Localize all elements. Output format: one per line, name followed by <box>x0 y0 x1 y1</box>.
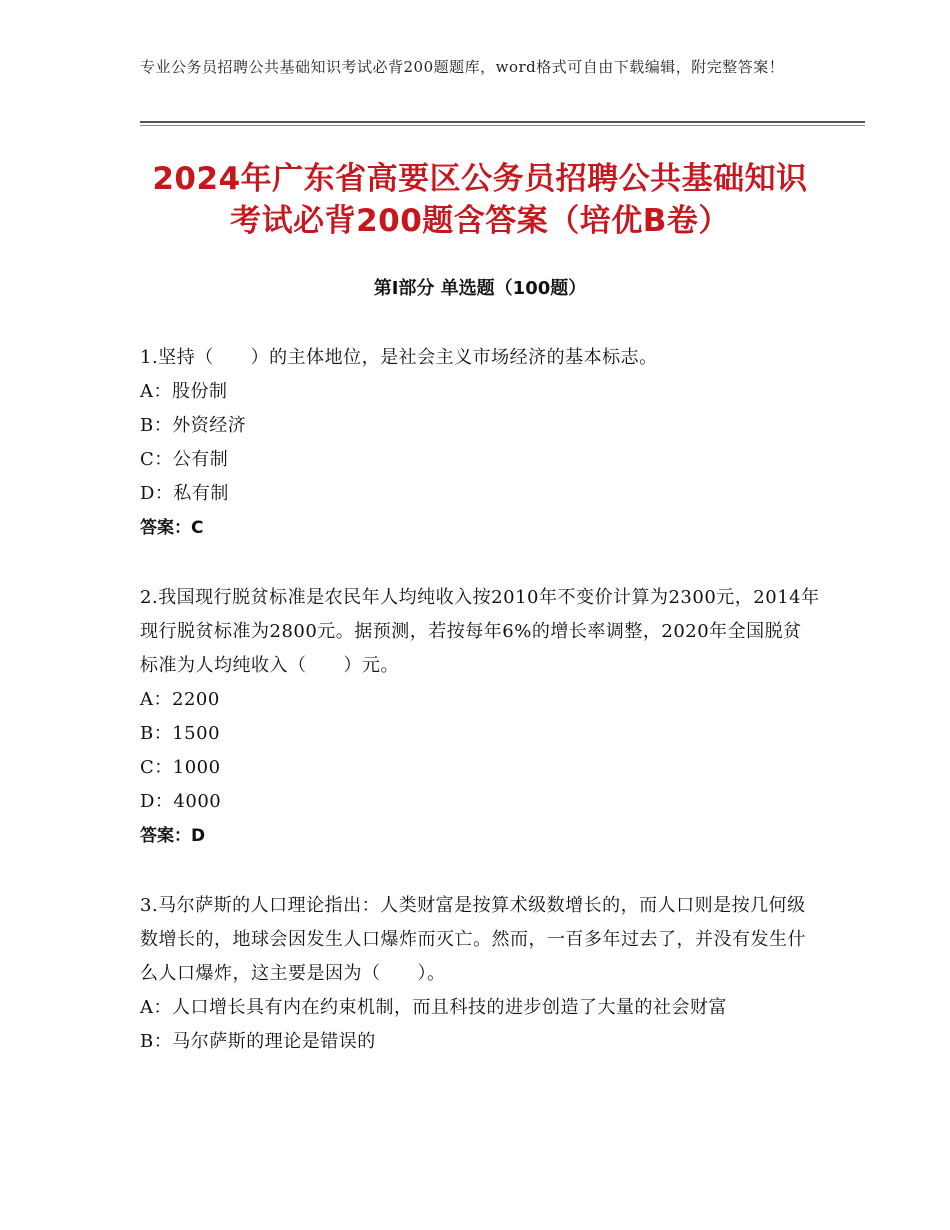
option-b: B：外资经济 <box>140 415 247 436</box>
option-a: A：2200 <box>140 689 220 710</box>
option-d: D：4000 <box>140 791 222 812</box>
option-a: A：股份制 <box>140 381 228 402</box>
answer: 答案：C <box>140 518 204 538</box>
question-3 <box>140 889 820 1059</box>
document-title: 2024年广东省高要区公务员招聘公共基础知识考试必背200题含答案（培优B卷） <box>152 161 808 239</box>
option-a: A：人口增长具有内在约束机制，而且科技的进步创造了大量的社会财富 <box>140 997 727 1018</box>
question-stem: 2.我国现行脱贫标准是农民年人均纯收入按2010年不变价计算为2300元，2014年现行脱贫标准为2800元。据预测，若按每年6%的增长率调整，2020年全国脱贫标准为人均纯收入（ ）元。 <box>140 587 820 676</box>
question-list <box>140 341 820 1059</box>
question-spacer <box>140 545 820 581</box>
header-divider-thin <box>140 125 865 126</box>
question-spacer <box>140 853 820 889</box>
option-b: B：马尔萨斯的理论是错误的 <box>140 1031 376 1052</box>
question-stem: 1.坚持（ ）的主体地位，是社会主义市场经济的基本标志。 <box>140 347 658 368</box>
question-1 <box>140 341 820 545</box>
header-note: 专业公务员招聘公共基础知识考试必背200题题库，word格式可自由下载编辑，附完整答案！ <box>140 58 785 76</box>
option-c: C：公有制 <box>140 449 229 470</box>
option-d: D：私有制 <box>140 483 229 504</box>
option-c: C：1000 <box>140 757 221 778</box>
header-divider <box>140 121 865 123</box>
section-title: 第Ⅰ部分 单选题（100题） <box>373 278 587 299</box>
question-2 <box>140 581 820 853</box>
option-b: B：1500 <box>140 723 221 744</box>
answer: 答案：D <box>140 826 206 846</box>
question-stem: 3.马尔萨斯的人口理论指出：人类财富是按算术级数增长的，而人口则是按几何级数增长的，地球会因发生人口爆炸而灭亡。然而，一百多年过去了，并没有发生什么人口爆炸，这主要是因为（ ）。 <box>140 895 806 984</box>
